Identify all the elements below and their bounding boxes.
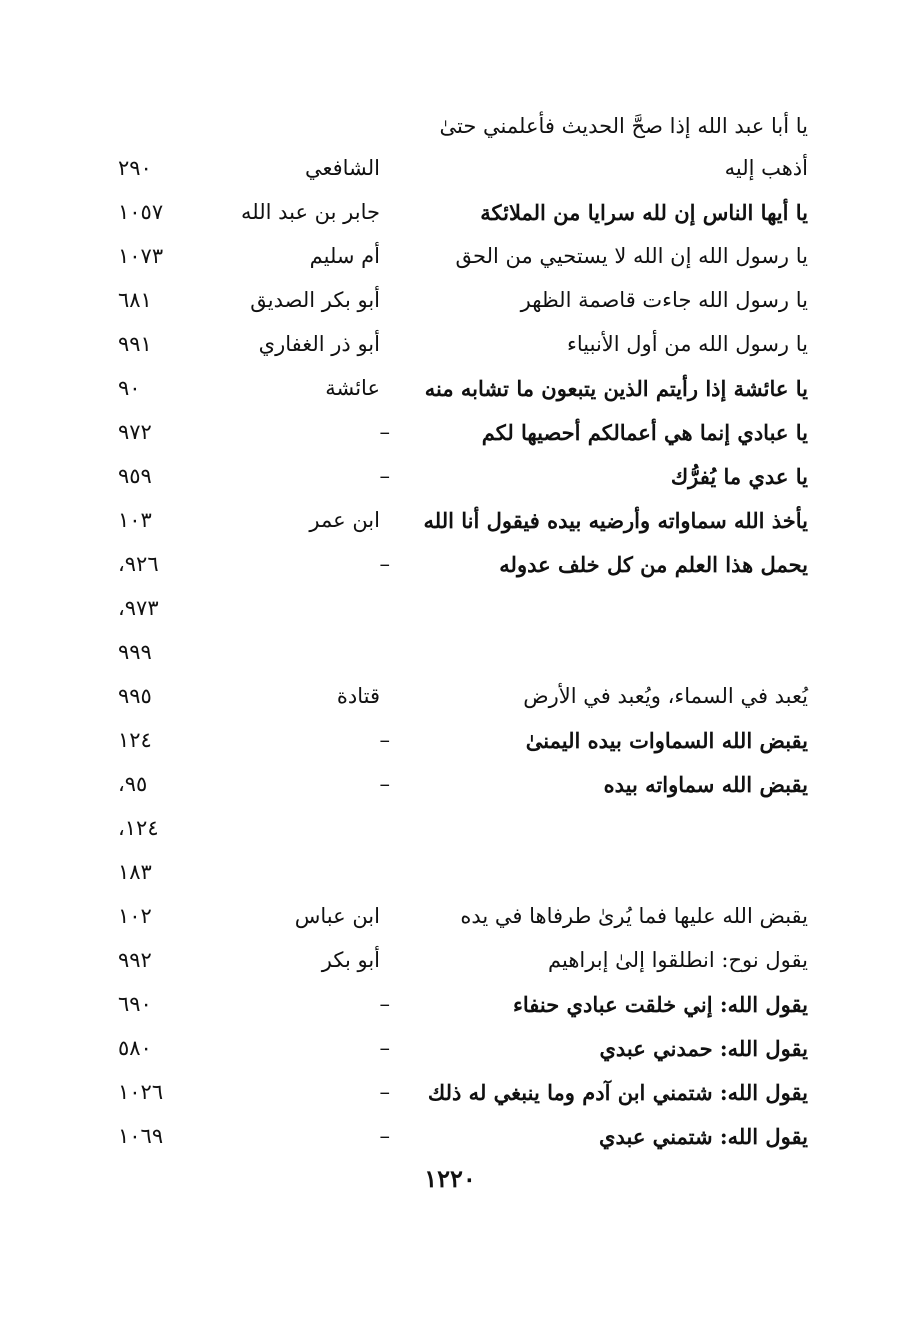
page-number: ١٢٢٠ xyxy=(424,1164,476,1193)
hadith-text: يقول نوح: انطلقوا إلىٰ إبراهيم xyxy=(548,948,808,972)
index-row xyxy=(118,674,808,718)
index-table xyxy=(118,106,808,1158)
narrator: – xyxy=(379,552,390,576)
index-row xyxy=(118,938,808,982)
narrator: ابن عمر xyxy=(309,508,380,532)
index-row xyxy=(118,806,808,850)
reference-number-text: ١٠٢٦ xyxy=(118,1080,164,1104)
reference-number xyxy=(118,772,218,796)
index-row xyxy=(118,454,808,498)
narrator: – xyxy=(379,1080,390,1104)
narrator: أبو بكر الصديق xyxy=(250,288,380,312)
reference-number xyxy=(118,332,218,356)
hadith-text: يا رسول الله جاءت قاصمة الظهر xyxy=(520,288,808,312)
reference-number xyxy=(118,1124,218,1148)
reference-number xyxy=(118,596,218,620)
reference-number xyxy=(118,1080,218,1104)
reference-number-text: ٥٨٠ xyxy=(118,1036,152,1060)
narrator: أبو بكر xyxy=(321,948,380,972)
reference-number xyxy=(118,552,218,576)
index-row xyxy=(118,1026,808,1070)
reference-number-text: ٦٩٠ xyxy=(118,992,152,1016)
index-row xyxy=(118,586,808,630)
reference-number-text: ١٠٥٧ xyxy=(118,200,164,224)
hadith-text: يقول الله: شتمني عبدي xyxy=(599,1123,808,1149)
index-row xyxy=(118,410,808,454)
narrator: أبو ذر الغفاري xyxy=(258,332,380,356)
reference-number xyxy=(118,114,218,138)
reference-number-text: ١٠٦٩ xyxy=(118,1124,164,1148)
index-row xyxy=(118,894,808,938)
index-row xyxy=(118,630,808,674)
reference-number-text: ٩٥٩ xyxy=(118,464,152,488)
index-row xyxy=(118,1114,808,1158)
narrator: ابن عباس xyxy=(294,904,380,928)
reference-number xyxy=(118,420,218,444)
narrator: – xyxy=(379,1036,390,1060)
index-row xyxy=(118,718,808,762)
reference-number-text: ١٨٣ xyxy=(118,860,152,884)
reference-number-text: ٩٢٦، xyxy=(118,552,159,576)
hadith-text: يا أيها الناس إن لله سرايا من الملائكة xyxy=(480,199,808,225)
hadith-text: يقبض الله عليها فما يُرىٰ طرفاها في يده xyxy=(460,904,808,928)
index-row xyxy=(118,982,808,1026)
reference-number xyxy=(118,200,218,224)
reference-number xyxy=(118,288,218,312)
reference-number xyxy=(118,464,218,488)
reference-number xyxy=(118,728,218,752)
narrator: – xyxy=(379,464,390,488)
reference-number-text: ١٠٢ xyxy=(118,904,152,928)
index-row xyxy=(118,498,808,542)
hadith-text: يقبض الله سماواته بيده xyxy=(603,771,808,797)
narrator: الشافعي xyxy=(304,156,380,180)
reference-number-text: ٩٥، xyxy=(118,772,148,796)
reference-number-text: ١٢٤، xyxy=(118,816,159,840)
narrator: – xyxy=(379,772,390,796)
narrator: – xyxy=(379,992,390,1016)
index-row xyxy=(118,542,808,586)
reference-number-text: ٩٩١ xyxy=(118,332,152,356)
index-row xyxy=(118,146,808,190)
index-row xyxy=(118,762,808,806)
reference-number-text: ٦٨١ xyxy=(118,288,152,312)
hadith-text: يا رسول الله إن الله لا يستحيي من الحق xyxy=(455,244,808,268)
index-row xyxy=(118,1070,808,1114)
hadith-text: يا عدي ما يُفرُّك xyxy=(670,463,808,489)
reference-number-text: ٩٧٢ xyxy=(118,420,152,444)
hadith-text: يا عبادي إنما هي أعمالكم أحصيها لكم xyxy=(481,419,808,445)
reference-number xyxy=(118,244,218,268)
reference-number xyxy=(118,640,218,664)
hadith-text: أذهب إليه xyxy=(724,156,808,180)
hadith-text: يقول الله: حمدني عبدي xyxy=(599,1035,808,1061)
reference-number xyxy=(118,992,218,1016)
hadith-text: يُعبد في السماء، ويُعبد في الأرض xyxy=(523,684,808,708)
narrator: عائشة xyxy=(325,376,380,400)
narrator: – xyxy=(379,728,390,752)
hadith-text: يقول الله: شتمني ابن آدم وما ينبغي له ذلك xyxy=(427,1079,808,1105)
index-row xyxy=(118,366,808,410)
index-row xyxy=(118,322,808,366)
hadith-text: يقول الله: إني خلقت عبادي حنفاء xyxy=(513,991,808,1017)
reference-number xyxy=(118,508,218,532)
reference-number-text: ٩٠ xyxy=(118,376,141,400)
index-row xyxy=(118,234,808,278)
reference-number-text: ٩٧٣، xyxy=(118,596,159,620)
reference-number xyxy=(118,376,218,400)
index-row xyxy=(118,106,808,146)
reference-number-text: ١٠٧٣ xyxy=(118,244,164,268)
narrator: – xyxy=(379,1124,390,1148)
reference-number-text: ٩٩٥ xyxy=(118,684,152,708)
reference-number xyxy=(118,156,218,180)
reference-number-text: ٩٩٢ xyxy=(118,948,152,972)
hadith-text: يا عائشة إذا رأيتم الذين يتبعون ما تشابه منه xyxy=(424,375,808,401)
reference-number xyxy=(118,816,218,840)
reference-number xyxy=(118,948,218,972)
reference-number xyxy=(118,684,218,708)
narrator: أم سليم xyxy=(309,244,380,268)
hadith-text: يحمل هذا العلم من كل خلف عدوله xyxy=(499,551,808,577)
reference-number xyxy=(118,904,218,928)
hadith-text: يا رسول الله من أول الأنبياء xyxy=(567,332,808,356)
hadith-text: يأخذ الله سماواته وأرضيه بيده فيقول أنا الله xyxy=(423,507,808,533)
narrator: جابر بن عبد الله xyxy=(240,200,380,224)
reference-number xyxy=(118,860,218,884)
reference-number-text: ٢٩٠ xyxy=(118,156,152,180)
narrator: قتادة xyxy=(336,684,380,708)
index-row xyxy=(118,278,808,322)
reference-number-text: ١٢٤ xyxy=(118,728,152,752)
index-row xyxy=(118,850,808,894)
reference-number-text: ١٠٣ xyxy=(118,508,152,532)
hadith-text: يقبض الله السماوات بيده اليمنىٰ xyxy=(525,727,808,753)
index-row xyxy=(118,190,808,234)
hadith-text: يا أبا عبد الله إذا صحَّ الحديث فأعلمني حتىٰ xyxy=(439,114,808,138)
reference-number xyxy=(118,1036,218,1060)
reference-number-text: ٩٩٩ xyxy=(118,640,152,664)
narrator: – xyxy=(379,420,390,444)
